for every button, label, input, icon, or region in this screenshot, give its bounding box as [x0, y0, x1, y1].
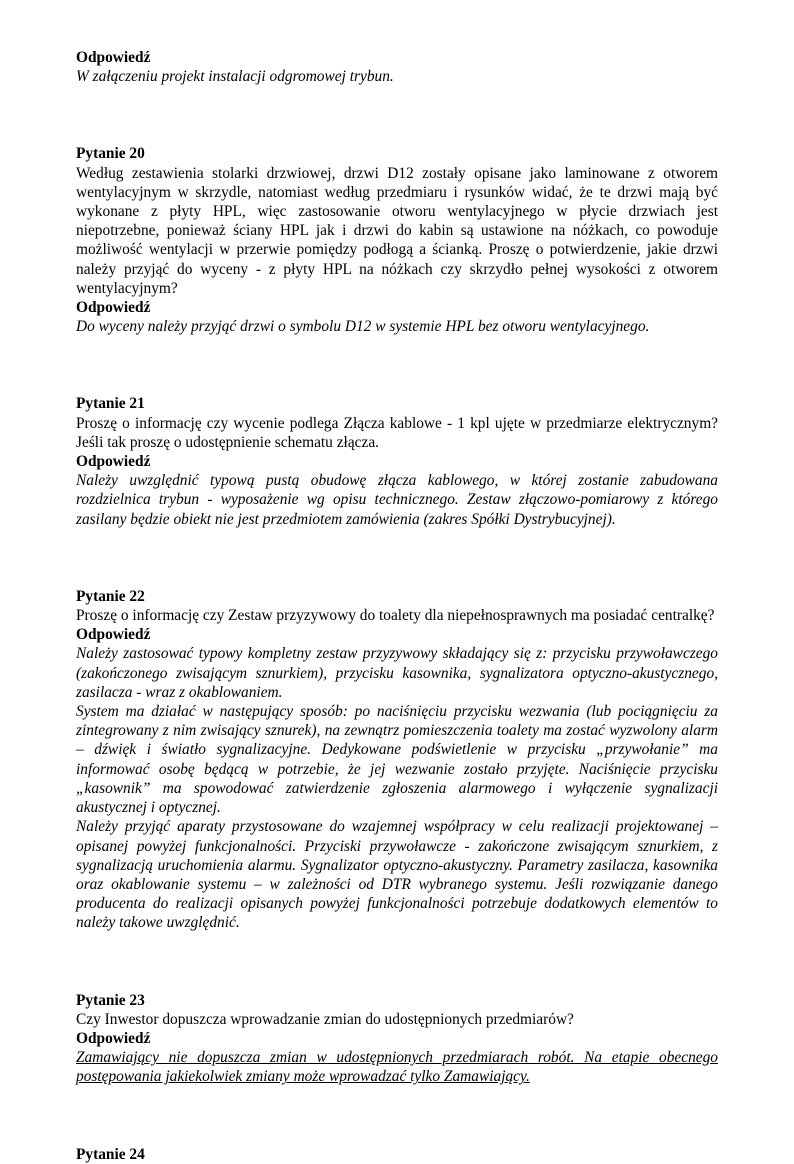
question-title: Pytanie 23 [76, 991, 145, 1009]
answer-heading: Odpowiedź [76, 1029, 151, 1047]
question-block-23 [76, 991, 718, 1087]
question-text: Proszę o informację czy wycenie podlega Złącza kablowe - 1 kpl ujęte w przedmiarze elektrycznym? Jeśli tak proszę o udostępnienie schematu złącza. [76, 414, 718, 451]
question-block-20 [76, 144, 718, 336]
question-title: Pytanie 21 [76, 395, 145, 413]
answer-paragraph: System ma działać w następujący sposób: po naciśnięciu przycisku wezwania (lub pociągnięciu za zintegrowany z nim zwisający sznurek), na zewnątrz pomieszczenia toalety ma zostać wyzwolony alarm – dźwięk i światło sygnalizacyjne. Dedykowane podświetlenie w przycisku „przywołanie” ma informować osobę będącą w potrzebie, że jej wezwanie zostało przyjęte. Naciśnięcie przycisku „kasownik” ma spowodować zatwierdzenie zgłoszenia alarmowego i wyłączenie sygnalizacji akustycznej i optycznej. [76, 703, 718, 817]
question-block-21 [76, 394, 718, 528]
answer-text: Do wyceny należy przyjąć drzwi o symbolu D12 w systemie HPL bez otworu wentylacyjnego. [76, 318, 650, 336]
answer-heading: Odpowiedź [76, 299, 151, 317]
question-text: Czy Inwestor dopuszcza wprowadzanie zmian do udostępnionych przedmiarów? [76, 1010, 574, 1028]
answer-text: Zamawiający nie dopuszcza zmian w udostępnionych przedmiarach robót. Na etapie obecnego postępowania jakiekolwiek zmiany może wprowadzać tylko Zamawiający. [76, 1049, 718, 1086]
question-title: Pytanie 24 [76, 1145, 145, 1163]
answer-text: W załączeniu projekt instalacji odgromowej trybun. [76, 68, 394, 86]
answer-heading: Odpowiedź [76, 49, 151, 66]
answer-text: Należy uwzględnić typową pustą obudowę złącza kablowego, w której zostanie zabudowana rozdzielnica trybun - wyposażenie wg opisu technicznego. Zestaw złączowo-pomiarowy z którego zasilany będzie obiekt nie jest przedmiotem zamówienia (zakres Spółki Dystrybucyjnej). [76, 472, 718, 528]
question-block-24 [76, 1145, 718, 1164]
answer-heading: Odpowiedź [76, 453, 151, 471]
answer-heading: Odpowiedź [76, 626, 151, 644]
question-title: Pytanie 20 [76, 145, 145, 163]
document-page [76, 48, 718, 1164]
intro-answer-block [76, 48, 718, 86]
answer-paragraph: Należy zastosować typowy kompletny zestaw przyzywowy składający się z: przycisku przywoławczego (zakończonego zwisającym sznurkiem), przycisku kasownika, sygnalizatora optyczno-akustycznego, zasilacza - wraz z okablowaniem. [76, 645, 718, 701]
question-block-22 [76, 587, 718, 933]
question-title: Pytanie 22 [76, 587, 145, 605]
answer-paragraph: Należy przyjąć aparaty przystosowane do wzajemnej współpracy w celu realizacji projektowanej – opisanej powyżej funkcjonalności. Przyciski przywoławcze - zakończone zwisającym sznurkiem, z sygnalizacją uruchomienia alarmu. Sygnalizator optyczno-akustyczny. Parametry zasilacza, kasownika oraz okablowanie systemu – w zależności od DTR wybranego systemu. Jeśli rozwiązanie danego producenta do realizacji opisanych powyżej funkcjonalności potrzebuje dodatkowych elementów to należy takowe uwzględnić. [76, 818, 718, 932]
question-text: Proszę o informację czy Zestaw przyzywowy do toalety dla niepełnosprawnych ma posiadać centralkę? [76, 607, 715, 625]
question-text: Według zestawienia stolarki drzwiowej, drzwi D12 zostały opisane jako laminowane z otworem wentylacyjnym w skrzydle, natomiast według przedmiaru i rysunków widać, że te drzwi mają być wykonane z płyty HPL, więc zastosowanie otworu wentylacyjnego w płycie drzwiach jest niepotrzebne, ponieważ ściany HPL jak i drzwi do kabin są ustawione na nóżkach, co powoduje możliwość wentylacji w przerwie pomiędzy podłogą a ścianką. Proszę o potwierdzenie, jakie drzwi należy przyjąć do wyceny - z płyty HPL na nóżkach czy skrzydło pełnej wysokości z otworem wentylacyjnym? [76, 164, 718, 297]
